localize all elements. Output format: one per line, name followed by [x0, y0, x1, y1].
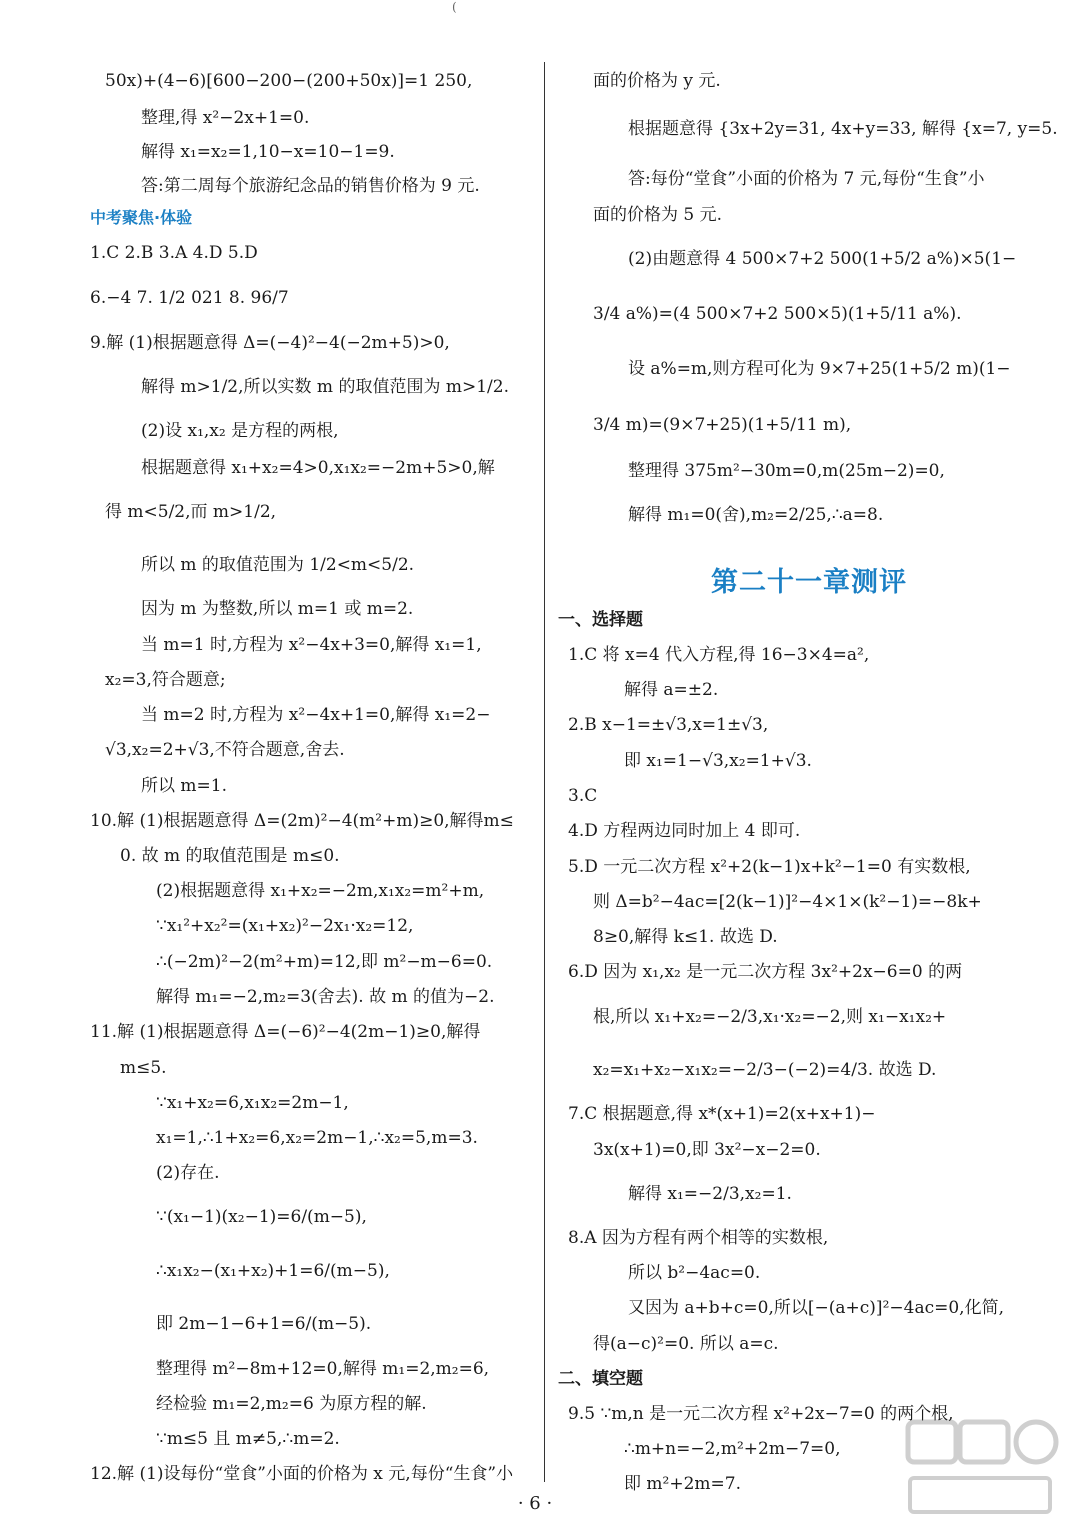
- left-line: (2)存在.: [156, 1163, 220, 1183]
- left-line: 解得 x₁=x₂=1,10−x=10−1=9.: [141, 142, 395, 162]
- right-line: 即 x₁=1−√3,x₂=1+√3.: [624, 751, 812, 771]
- right-line: 1.C 将 x=4 代入方程,得 16−3×4=a²,: [568, 645, 870, 665]
- right-line: 2.B x−1=±√3,x=1±√3,: [568, 715, 769, 735]
- right-line: 即 m²+2m=7.: [624, 1474, 741, 1494]
- right-line: 得(a−c)²=0. 所以 a=c.: [593, 1334, 779, 1354]
- right-line: 整理得 375m²−30m=0,m(25m−2)=0,: [628, 461, 945, 481]
- right-line: 5.D 一元二次方程 x²+2(k−1)x+k²−1=0 有实数根,: [568, 857, 971, 877]
- right-line: 则 Δ=b²−4ac=[2(k−1)]²−4×1×(k²−1)=−8k+: [593, 892, 982, 912]
- right-line: 一、选择题: [558, 610, 643, 630]
- right-line: x₂=x₁+x₂−x₁x₂=−2/3−(−2)=4/3. 故选 D.: [593, 1060, 937, 1080]
- left-line: 10.解 (1)根据题意得 Δ=(2m)²−4(m²+m)≥0,解得m≤: [90, 811, 514, 831]
- left-line: x₁=1,∴1+x₂=6,x₂=2m−1,∴x₂=5,m=3.: [156, 1128, 478, 1148]
- left-line: 得 m<5/2,而 m>1/2,: [105, 502, 277, 522]
- left-line: 50x)+(4−6)[600−200−(200+50x)]=1 250,: [105, 71, 473, 91]
- right-line: 3/4 m)=(9×7+25)(1+5/11 m),: [593, 415, 852, 435]
- left-line: 即 2m−1−6+1=6/(m−5).: [156, 1314, 372, 1334]
- right-line: 8.A 因为方程有两个相等的实数根,: [568, 1228, 829, 1248]
- right-line: (2)由题意得 4 500×7+2 500(1+5/2 a%)×5(1−: [628, 249, 1017, 269]
- top-mark: (: [452, 0, 457, 14]
- right-line: 9.5 ∵m,n 是一元二次方程 x²+2x−7=0 的两个根,: [568, 1404, 954, 1424]
- left-line: 所以 m 的取值范围为 1/2<m<5/2.: [141, 555, 415, 575]
- left-line: 1.C 2.B 3.A 4.D 5.D: [90, 243, 258, 263]
- left-line: 整理,得 x²−2x+1=0.: [141, 108, 310, 128]
- right-line: 根,所以 x₁+x₂=−2/3,x₁·x₂=−2,则 x₁−x₁x₂+: [593, 1007, 947, 1027]
- left-line: 答:第二周每个旅游纪念品的销售价格为 9 元.: [141, 176, 480, 196]
- left-line: 因为 m 为整数,所以 m=1 或 m=2.: [141, 599, 414, 619]
- left-line: 0. 故 m 的取值范围是 m≤0.: [120, 846, 340, 866]
- right-line: 设 a%=m,则方程可化为 9×7+25(1+5/2 m)(1−: [628, 359, 1011, 379]
- right-line: 解得 x₁=−2/3,x₂=1.: [628, 1184, 792, 1204]
- right-line: 二、填空题: [558, 1369, 643, 1389]
- right-line: 3.C: [568, 786, 598, 806]
- right-line: 3x(x+1)=0,即 3x²−x−2=0.: [593, 1140, 821, 1160]
- left-line: √3,x₂=2+√3,不符合题意,舍去.: [105, 740, 345, 760]
- left-line: x₂=3,符合题意;: [105, 670, 226, 690]
- right-line: 7.C 根据题意,得 x*(x+1)=2(x+x+1)−: [568, 1104, 876, 1124]
- left-line: 当 m=1 时,方程为 x²−4x+3=0,解得 x₁=1,: [141, 635, 482, 655]
- right-line: ∴m+n=−2,m²+2m−7=0,: [624, 1439, 841, 1459]
- right-line: 8≥0,解得 k≤1. 故选 D.: [593, 927, 778, 947]
- left-line: 解得 m₁=−2,m₂=3(舍去). 故 m 的值为−2.: [156, 987, 495, 1007]
- left-line: m≤5.: [120, 1058, 167, 1078]
- left-line: ∵x₁+x₂=6,x₁x₂=2m−1,: [156, 1093, 349, 1113]
- left-line: 6.−4 7. 1/2 021 8. 96/7: [90, 288, 289, 308]
- column-divider: [544, 62, 545, 1482]
- right-line: 4.D 方程两边同时加上 4 即可.: [568, 821, 801, 841]
- right-line: 所以 b²−4ac=0.: [628, 1263, 761, 1283]
- left-line: 当 m=2 时,方程为 x²−4x+1=0,解得 x₁=2−: [141, 705, 491, 725]
- left-line: 解得 m>1/2,所以实数 m 的取值范围为 m>1/2.: [141, 377, 509, 397]
- page-number: · 6 ·: [517, 1493, 553, 1514]
- right-line: 面的价格为 5 元.: [593, 205, 723, 225]
- left-line: 11.解 (1)根据题意得 Δ=(−6)²−4(2m−1)≥0,解得: [90, 1022, 481, 1042]
- right-line: 根据题意得 {3x+2y=31, 4x+y=33, 解得 {x=7, y=5.: [628, 119, 1058, 139]
- left-line: (2)设 x₁,x₂ 是方程的两根,: [141, 421, 339, 441]
- left-line: ∵m≤5 且 m≠5,∴m=2.: [156, 1429, 340, 1449]
- right-line: 解得 m₁=0(舍),m₂=2/25,∴a=8.: [628, 505, 884, 525]
- left-line: 12.解 (1)设每份“堂食”小面的价格为 x 元,每份“生食”小: [90, 1464, 514, 1484]
- left-line: ∴(−2m)²−2(m²+m)=12,即 m²−m−6=0.: [156, 952, 493, 972]
- left-line: ∵(x₁−1)(x₂−1)=6/(m−5),: [156, 1207, 367, 1227]
- right-line: 解得 a=±2.: [624, 680, 719, 700]
- left-line: 所以 m=1.: [141, 776, 227, 796]
- right-line: 3/4 a%)=(4 500×7+2 500×5)(1+5/11 a%).: [593, 304, 962, 324]
- left-line: (2)根据题意得 x₁+x₂=−2m,x₁x₂=m²+m,: [156, 881, 485, 901]
- watermark-logo: [900, 1412, 1060, 1532]
- right-line: 又因为 a+b+c=0,所以[−(a+c)]²−4ac=0,化简,: [628, 1298, 1004, 1318]
- left-line: ∵x₁²+x₂²=(x₁+x₂)²−2x₁·x₂=12,: [156, 916, 414, 936]
- chapter-title: 第二十一章测评: [711, 567, 907, 598]
- left-line: 整理得 m²−8m+12=0,解得 m₁=2,m₂=6,: [156, 1359, 490, 1379]
- right-line: 6.D 因为 x₁,x₂ 是一元二次方程 3x²+2x−6=0 的两: [568, 962, 963, 982]
- right-line: 答:每份“堂食”小面的价格为 7 元,每份“生食”小: [628, 169, 985, 189]
- left-line: 根据题意得 x₁+x₂=4>0,x₁x₂=−2m+5>0,解: [141, 458, 495, 478]
- right-line: 面的价格为 y 元.: [593, 71, 721, 91]
- left-line: 中考聚焦·体验: [90, 208, 193, 227]
- left-line: 经检验 m₁=2,m₂=6 为原方程的解.: [156, 1394, 427, 1414]
- left-line: 9.解 (1)根据题意得 Δ=(−4)²−4(−2m+5)>0,: [90, 333, 450, 353]
- left-line: ∴x₁x₂−(x₁+x₂)+1=6/(m−5),: [156, 1261, 390, 1281]
